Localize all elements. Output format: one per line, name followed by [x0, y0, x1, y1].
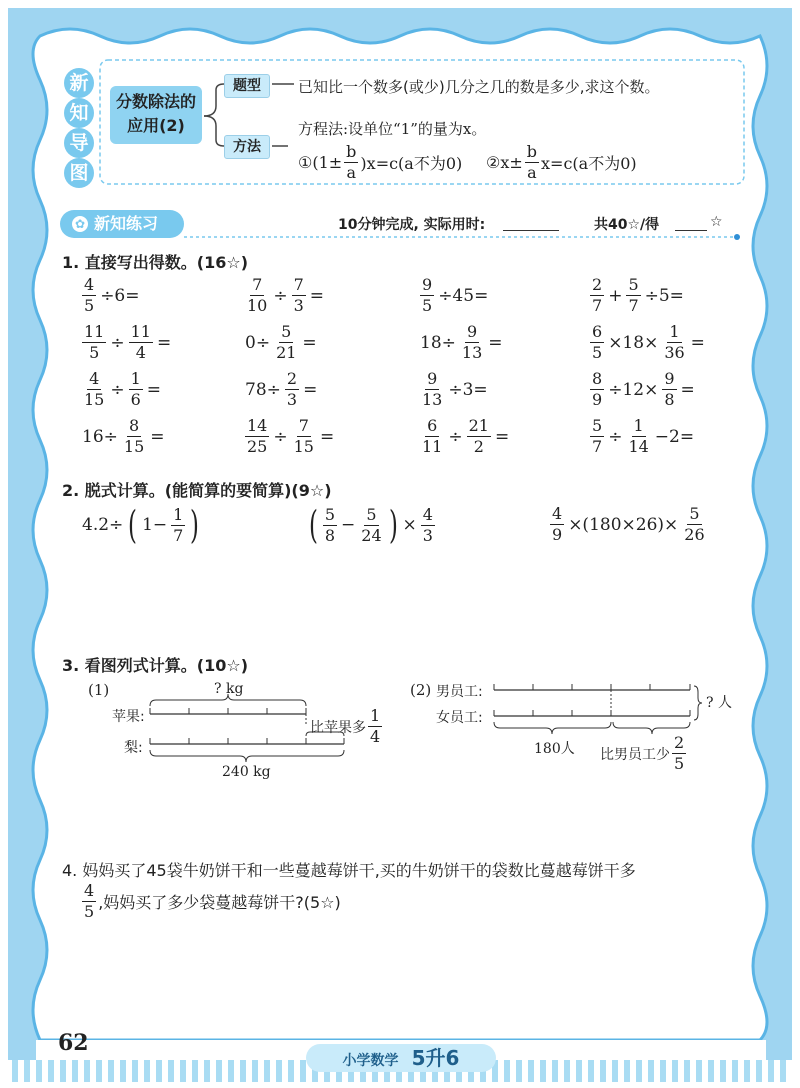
q1-item[interactable]: $\frac{7}{10}$ ÷ $\frac{7}{3}$ =	[247, 275, 325, 315]
eq-part: ①(1±	[298, 153, 343, 172]
guide-label-char: 新	[64, 68, 94, 98]
q1-item[interactable]: $\frac{14}{25}$ ÷ $\frac{7}{15}$ =	[247, 416, 335, 456]
guide-label-char: 知	[64, 98, 94, 128]
method-tag: 方法	[224, 135, 270, 159]
q3-p2-diagram	[492, 676, 714, 738]
q1-item[interactable]: 78÷ $\frac{2}{3}$ =	[245, 369, 318, 409]
method-equation-2	[486, 144, 637, 181]
q1-item[interactable]: $\frac{9}{13}$ ÷3=	[422, 369, 488, 409]
q3-p1-top: ? kg	[214, 681, 244, 697]
q3-p2-b1: 180人	[534, 741, 575, 757]
q3-p2-b2	[600, 735, 688, 772]
q1-item[interactable]: $\frac{11}{5}$ ÷ $\frac{11}{4}$ =	[84, 322, 172, 362]
footer-badge	[306, 1044, 496, 1072]
score-star: ☆	[710, 214, 723, 230]
q3-p1-apple: 苹果:	[112, 709, 145, 725]
frac-num: 4	[84, 881, 95, 900]
method-equation-1	[298, 144, 462, 181]
guide-topic	[110, 86, 202, 144]
q3-p1-bottom: 240 kg	[222, 764, 271, 780]
q1-item[interactable]: 0÷ $\frac{5}{21}$ =	[245, 322, 317, 362]
q1-item[interactable]: $\frac{4}{5}$ ÷6=	[84, 275, 140, 315]
frac-den: 4	[370, 727, 381, 746]
q3-p1-note-text: 比苹果多	[310, 719, 366, 736]
eq-num: b	[526, 142, 538, 161]
q4-line2-text: ,妈妈买了多少袋蔓越莓饼干?(5☆)	[98, 893, 341, 912]
q2-item[interactable]: 4.2÷ ( 1− $\frac{1}{7}$ )	[82, 503, 200, 547]
q1-item[interactable]: $\frac{9}{5}$ ÷45=	[422, 275, 489, 315]
q2-item[interactable]: $\frac{4}{9}$ ×(180×26)× $\frac{5}{26}$	[552, 504, 705, 544]
q1-item[interactable]: $\frac{5}{7}$ ÷ $\frac{1}{14}$ −2=	[592, 416, 695, 456]
eq-den: a	[346, 163, 357, 182]
q3-title: 3. 看图列式计算。(10☆)	[62, 656, 249, 675]
q1-item[interactable]: $\frac{6}{5}$ ×18× $\frac{1}{36}$ =	[592, 322, 705, 362]
frac-num: 2	[674, 733, 685, 752]
guide-topic-line: 分数除法的	[115, 92, 196, 111]
q3-p2-num: (2)	[410, 681, 432, 699]
eq-num: b	[346, 142, 357, 161]
q3-p1-note	[310, 708, 384, 745]
practice-badge	[60, 210, 184, 238]
q1-item[interactable]: $\frac{4}{15}$ ÷ $\frac{1}{6}$ =	[84, 369, 162, 409]
page-number: 62	[58, 1030, 89, 1056]
frac-den: 5	[84, 902, 95, 921]
time-text: 10分钟完成, 实际用时:	[338, 217, 486, 233]
q3-p2-female: 女员工:	[436, 710, 483, 726]
eq-part: ②x±	[486, 153, 523, 172]
score-text: 共40☆/得	[594, 217, 660, 233]
time-blank[interactable]	[503, 230, 559, 231]
guide-label-char: 图	[64, 158, 94, 188]
q1-item[interactable]: $\frac{8}{9}$ ÷12× $\frac{9}{8}$ =	[592, 369, 695, 409]
practice-badge-label: 新知练习	[94, 214, 159, 233]
q1-title: 1. 直接写出得数。(16☆)	[62, 253, 249, 272]
q3-p2-question: ? 人	[706, 695, 732, 711]
q2-title: 2. 脱式计算。(能简算的要简算)(9☆)	[62, 481, 332, 500]
type-tag: 题型	[224, 74, 270, 98]
eq-part: x=c(a不为0)	[541, 154, 637, 173]
q4-line1: 4. 妈妈买了45袋牛奶饼干和一些蔓越莓饼干,买的牛奶饼干的袋数比蔓越莓饼干多	[62, 861, 636, 880]
q3-p2-male: 男员工:	[436, 684, 483, 700]
method-title: 方程法:设单位“1”的量为x。	[298, 120, 487, 138]
q3-p1-pear: 梨:	[124, 740, 143, 756]
score-blank[interactable]	[675, 230, 707, 231]
guide-topic-line: 应用(2)	[127, 116, 185, 135]
q2-item[interactable]: ( 5 8 − $\frac{5}{24}$ ) × $\frac{4}{3}$	[308, 503, 433, 547]
frac-den: 5	[674, 754, 685, 773]
q4-line2	[80, 883, 341, 920]
q1-item[interactable]: 16÷ $\frac{8}{15}$ =	[82, 416, 165, 456]
footer-subject: 小学数学	[342, 1053, 399, 1069]
eq-part: )x=c(a不为0)	[360, 154, 463, 173]
q3-p1-num: (1)	[88, 681, 110, 699]
frac-num: 1	[370, 706, 381, 725]
type-text: 已知比一个数多(或少)几分之几的数是多少,求这个数。	[298, 78, 660, 96]
flower-icon: ✿	[72, 216, 88, 232]
q1-item[interactable]: $\frac{6}{11}$ ÷ $\frac{21}{2}$ =	[422, 416, 510, 456]
q1-item[interactable]: 18÷ $\frac{9}{13}$ =	[420, 322, 503, 362]
q1-item[interactable]: 2 7 + $\frac{5}{7}$ ÷5=	[592, 275, 684, 315]
q3-p2-b2-text: 比男员工少	[600, 746, 670, 763]
guide-label-char: 导	[64, 128, 94, 158]
practice-divider	[184, 234, 744, 242]
eq-den: a	[527, 163, 537, 182]
footer-grade: 5升6	[411, 1046, 460, 1070]
